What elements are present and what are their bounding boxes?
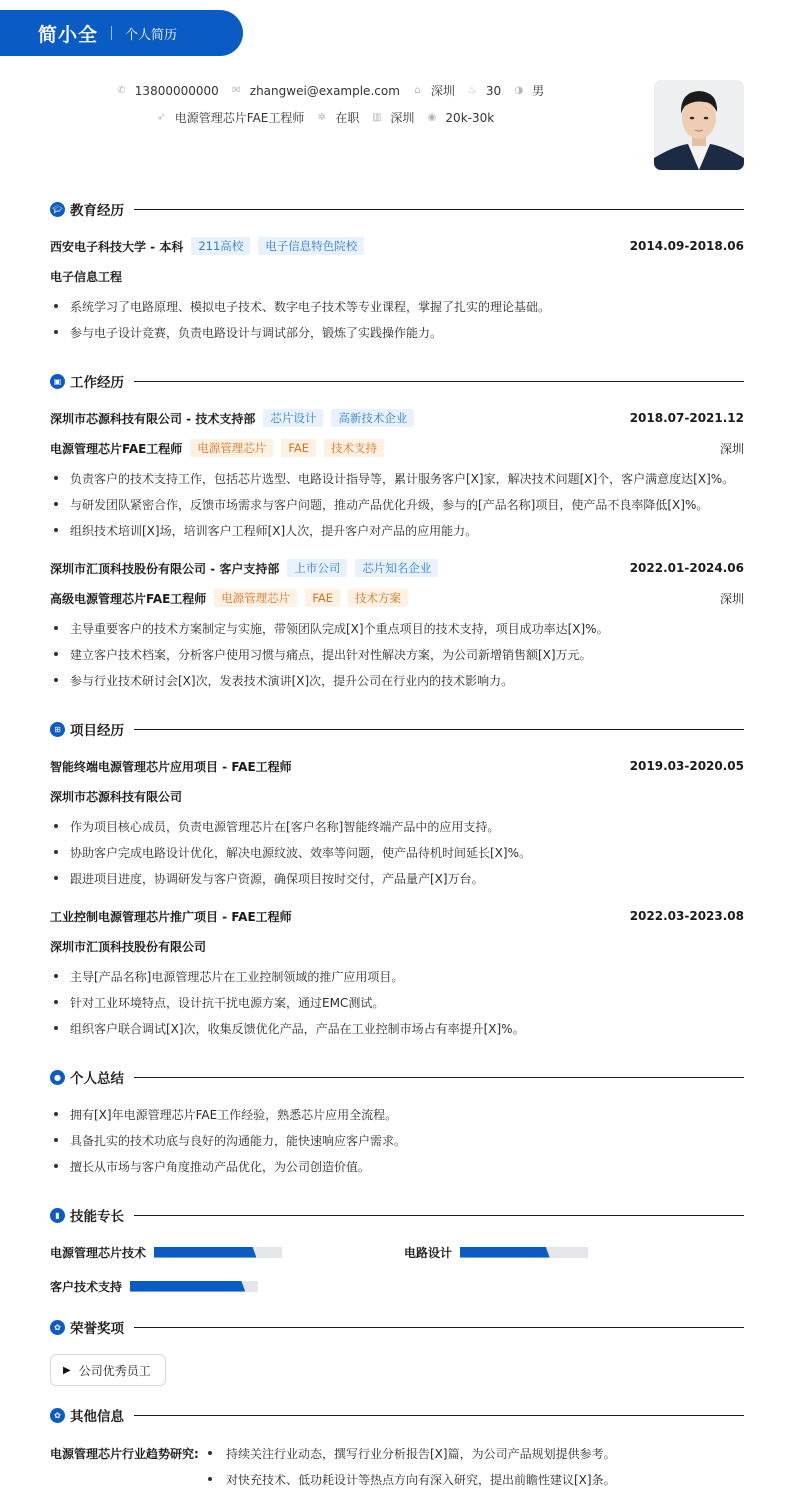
section-title-other: 其他信息 xyxy=(70,1409,124,1425)
list-item xyxy=(50,323,744,341)
award-icon: ✿ xyxy=(50,1320,65,1335)
list-item xyxy=(50,1157,744,1175)
contact-age xyxy=(467,84,501,98)
bullet-text: 具备扎实的技术功底与良好的沟通能力，能快速响应客户需求。 xyxy=(70,1133,407,1148)
section-title-skills: 技能专长 xyxy=(70,1209,124,1225)
bullet-text: 与研发团队紧密合作，反馈市场需求与客户问题，推动产品优化升级，参与的[产品名称]项目，使产品不良率降低[X]%。 xyxy=(70,497,709,512)
other-label: 电源管理芯片行业趋势研究: xyxy=(50,1446,199,1461)
education-date: 2014.09-2018.06 xyxy=(629,239,744,253)
bullet-text: 拥有[X]年电源管理芯片FAE工作经验，熟悉芯片应用全流程。 xyxy=(70,1107,398,1122)
age-text: 30 xyxy=(485,83,502,98)
graduation-cap-icon: 🎓︎ xyxy=(50,202,65,217)
bullet-icon xyxy=(54,652,58,656)
home-icon: ⌂ xyxy=(414,85,421,96)
info-icon: ✿ xyxy=(50,1408,65,1423)
skill-item xyxy=(404,1243,588,1261)
skill-bar-fill xyxy=(154,1247,256,1258)
brand-divider xyxy=(111,26,112,40)
work-date: 2022.01-2024.06 xyxy=(629,561,744,575)
section-divider xyxy=(134,729,744,730)
bullet-text: 协助客户完成电路设计优化，解决电源纹波、效率等问题，使产品待机时间延长[X]%。 xyxy=(70,845,531,860)
list-item xyxy=(50,297,744,315)
bullet-icon xyxy=(54,330,58,334)
section-divider xyxy=(134,209,744,210)
work-date: 2018.07-2021.12 xyxy=(629,411,744,425)
work-company-row xyxy=(50,559,744,577)
bullet-icon xyxy=(54,824,58,828)
bullet-text: 持续关注行业动态，撰写行业分析报告[X]篇，为公司产品规划提供参考。 xyxy=(226,1446,616,1461)
mail-icon: ✉ xyxy=(232,85,241,96)
section-title-education: 教育经历 xyxy=(70,203,124,219)
avatar-portrait-icon xyxy=(654,80,744,170)
section-divider xyxy=(134,1077,744,1078)
user-icon: ● xyxy=(50,1070,65,1085)
bullet-text: 系统学习了电路原理、模拟电子技术、数字电子技术等专业课程，掌握了扎实的理论基础。 xyxy=(70,299,551,314)
bullet-text: 跟进项目进度，协调研发与客户资源，确保项目按时交付，产品量产[X]万台。 xyxy=(70,871,484,886)
list-item xyxy=(204,1470,616,1488)
section-education xyxy=(50,199,744,219)
grid-icon: ⊞ xyxy=(50,722,65,737)
bullet-icon xyxy=(208,1477,212,1481)
school-tag: 电子信息特色院校 xyxy=(258,237,364,255)
bullet-icon xyxy=(54,1164,58,1168)
bullet-text: 组织客户联合调试[X]次，收集反馈优化产品，产品在工业控制市场占有率提升[X]%。 xyxy=(70,1021,525,1036)
bullet-icon xyxy=(54,502,58,506)
section-divider xyxy=(134,381,744,382)
briefcase-icon: ▣ xyxy=(50,374,65,389)
contact-status xyxy=(316,109,359,126)
bullet-icon xyxy=(54,304,58,308)
company-name: 深圳市芯源科技有限公司 - 技术支持部 xyxy=(50,411,256,426)
section-divider xyxy=(134,1215,744,1216)
bullet-text: 参与电子设计竞赛，负责电路设计与调试部分，锻炼了实践操作能力。 xyxy=(70,325,443,340)
list-item xyxy=(50,869,744,887)
list-item xyxy=(50,843,744,861)
status-text: 在职 xyxy=(335,111,360,125)
skill-name: 客户技术支持 xyxy=(50,1279,123,1294)
education-major-row xyxy=(50,267,744,285)
location-text: 深圳 xyxy=(430,84,455,98)
bullet-icon xyxy=(54,1026,58,1030)
gender-text: 男 xyxy=(532,84,545,98)
role-tag: 技术支持 xyxy=(324,439,384,457)
section-divider xyxy=(134,1415,744,1416)
contact-salary xyxy=(426,111,494,125)
project-title: 智能终端电源管理芯片应用项目 - FAE工程师 xyxy=(50,759,292,774)
list-item xyxy=(50,495,744,513)
bullet-icon xyxy=(54,850,58,854)
project-title: 工业控制电源管理芯片推广项目 - FAE工程师 xyxy=(50,909,292,924)
bullet-text: 作为项目核心成员，负责电源管理芯片在[客户名称]智能终端产品中的应用支持。 xyxy=(70,819,500,834)
work-city: 深圳 xyxy=(719,441,744,456)
skill-name: 电路设计 xyxy=(404,1245,453,1260)
bullet-text: 负责客户的技术支持工作，包括芯片选型、电路设计指导等，累计服务客户[X]家，解决技术问题[X]个，客户满意度达[X]%。 xyxy=(70,471,735,486)
company-tag: 芯片知名企业 xyxy=(355,559,438,577)
bullet-icon xyxy=(54,1000,58,1004)
brand-subtitle: 个人简历 xyxy=(125,27,178,43)
list-item xyxy=(50,967,744,985)
phone-text: 13800000000 xyxy=(134,83,219,98)
contact-email xyxy=(231,84,400,98)
skill-item xyxy=(50,1243,282,1261)
company-tag: 上市公司 xyxy=(287,559,347,577)
bullet-icon xyxy=(54,1138,58,1142)
salary-icon: ◉ xyxy=(427,112,437,123)
contact-row-2 xyxy=(5,109,645,126)
project-company-row xyxy=(50,937,744,955)
contact-location xyxy=(412,82,455,99)
contact-gender xyxy=(513,82,544,99)
list-item xyxy=(50,645,744,663)
project-company-row xyxy=(50,787,744,805)
bullet-text: 主导[产品名称]电源管理芯片在工业控制领域的推广应用项目。 xyxy=(70,969,404,984)
bullet-icon xyxy=(54,974,58,978)
bullet-icon xyxy=(54,626,58,630)
list-item xyxy=(50,817,744,835)
section-awards xyxy=(50,1317,744,1337)
contact-target-city xyxy=(371,109,414,126)
bullet-icon xyxy=(54,876,58,880)
school-name: 西安电子科技大学 - 本科 xyxy=(50,239,184,254)
salary-text: 20k-30k xyxy=(445,110,495,125)
list-item xyxy=(50,1131,744,1149)
education-header xyxy=(50,237,744,255)
bullet-text: 主导重要客户的技术方案制定与实施，带领团队完成[X]个重点项目的技术支持，项目成功率达[X]%。 xyxy=(70,621,609,636)
work-city: 深圳 xyxy=(719,591,744,606)
role-tag: FAE xyxy=(281,439,316,457)
send-icon: ➶ xyxy=(157,112,166,123)
school-tag: 211高校 xyxy=(191,237,250,255)
bullet-icon xyxy=(54,476,58,480)
company-tag: 高新技术企业 xyxy=(331,409,414,427)
target-position-text: 电源管理芯片FAE工程师 xyxy=(174,111,305,125)
skill-item xyxy=(50,1277,258,1295)
project-header xyxy=(50,907,744,925)
project-date: 2022.03-2023.08 xyxy=(629,909,744,923)
skill-bar-track xyxy=(130,1281,258,1292)
role-name: 电源管理芯片FAE工程师 xyxy=(50,441,183,456)
role-name: 高级电源管理芯片FAE工程师 xyxy=(50,591,207,606)
bullet-text: 对快充技术、低功耗设计等热点方向有深入研究，提出前瞻性建议[X]条。 xyxy=(226,1472,616,1487)
bullet-icon xyxy=(54,678,58,682)
project-company: 深圳市汇顶科技股份有限公司 xyxy=(50,939,207,954)
contact-row-1 xyxy=(10,82,650,99)
status-icon: ✲ xyxy=(317,112,327,123)
bullet-text: 参与行业技术研讨会[X]次，发表技术演讲[X]次，提升公司在行业内的技术影响力。 xyxy=(70,673,514,688)
work-role-row xyxy=(50,589,744,607)
avatar xyxy=(654,80,744,170)
award-item xyxy=(50,1354,166,1386)
list-item xyxy=(50,469,744,487)
bullet-icon xyxy=(208,1451,212,1455)
section-other xyxy=(50,1405,744,1425)
list-item xyxy=(50,1019,744,1037)
contact-target-position xyxy=(156,109,305,126)
role-tag: 技术方案 xyxy=(348,589,408,607)
brand-name: 简小全 xyxy=(38,23,99,46)
section-summary xyxy=(50,1067,744,1087)
brand-header xyxy=(0,10,243,56)
list-item xyxy=(204,1444,616,1462)
section-work xyxy=(50,371,744,391)
bullet-icon xyxy=(54,528,58,532)
company-tag: 芯片设计 xyxy=(263,409,323,427)
section-title-projects: 项目经历 xyxy=(70,723,124,739)
bullet-icon xyxy=(54,1112,58,1116)
list-item xyxy=(50,521,744,539)
company-name: 深圳市汇顶科技股份有限公司 - 客户支持部 xyxy=(50,561,280,576)
list-item xyxy=(50,993,744,1011)
section-title-awards: 荣誉奖项 xyxy=(70,1321,124,1337)
project-date: 2019.03-2020.05 xyxy=(629,759,744,773)
list-item xyxy=(50,1105,744,1123)
skill-bar-track xyxy=(460,1247,588,1258)
award-text: 公司优秀员工 xyxy=(78,1363,151,1378)
role-tag: 电源管理芯片 xyxy=(190,439,273,457)
work-role-row xyxy=(50,439,744,457)
bullet-text: 建立客户技术档案，分析客户使用习惯与痛点，提出针对性解决方案，为公司新增销售额[X]万元。 xyxy=(70,647,592,662)
section-divider xyxy=(134,1327,744,1328)
play-triangle-icon: ▶ xyxy=(63,1364,71,1376)
contact-phone xyxy=(116,84,219,98)
building-icon: ▥ xyxy=(372,112,382,123)
bar-chart-icon: ▮ xyxy=(50,1208,65,1223)
role-tag: 电源管理芯片 xyxy=(214,589,297,607)
section-skills xyxy=(50,1205,744,1225)
bullet-text: 针对工业环境特点，设计抗干扰电源方案，通过EMC测试。 xyxy=(70,995,385,1010)
list-item xyxy=(50,619,744,637)
skill-name: 电源管理芯片技术 xyxy=(50,1245,147,1260)
work-company-row xyxy=(50,409,744,427)
role-tag: FAE xyxy=(305,589,340,607)
skill-bar-fill xyxy=(460,1247,550,1258)
cake-icon: ♨ xyxy=(467,85,477,96)
bullet-text: 组织技术培训[X]场，培训客户工程师[X]人次，提升客户对产品的应用能力。 xyxy=(70,523,478,538)
section-title-summary: 个人总结 xyxy=(70,1071,124,1087)
section-projects xyxy=(50,719,744,739)
section-title-work: 工作经历 xyxy=(70,375,124,391)
phone-icon: ✆ xyxy=(117,85,126,96)
skill-bar-fill xyxy=(130,1281,245,1292)
skill-bar-track xyxy=(154,1247,282,1258)
gender-icon: ◑ xyxy=(514,85,524,96)
target-city-text: 深圳 xyxy=(390,111,415,125)
bullet-text: 擅长从市场与客户角度推动产品优化，为公司创造价值。 xyxy=(70,1159,371,1174)
project-company: 深圳市芯源科技有限公司 xyxy=(50,789,183,804)
email-text: zhangwei@example.com xyxy=(249,83,400,98)
project-header xyxy=(50,757,744,775)
list-item xyxy=(50,671,744,689)
major-name: 电子信息工程 xyxy=(50,269,123,284)
